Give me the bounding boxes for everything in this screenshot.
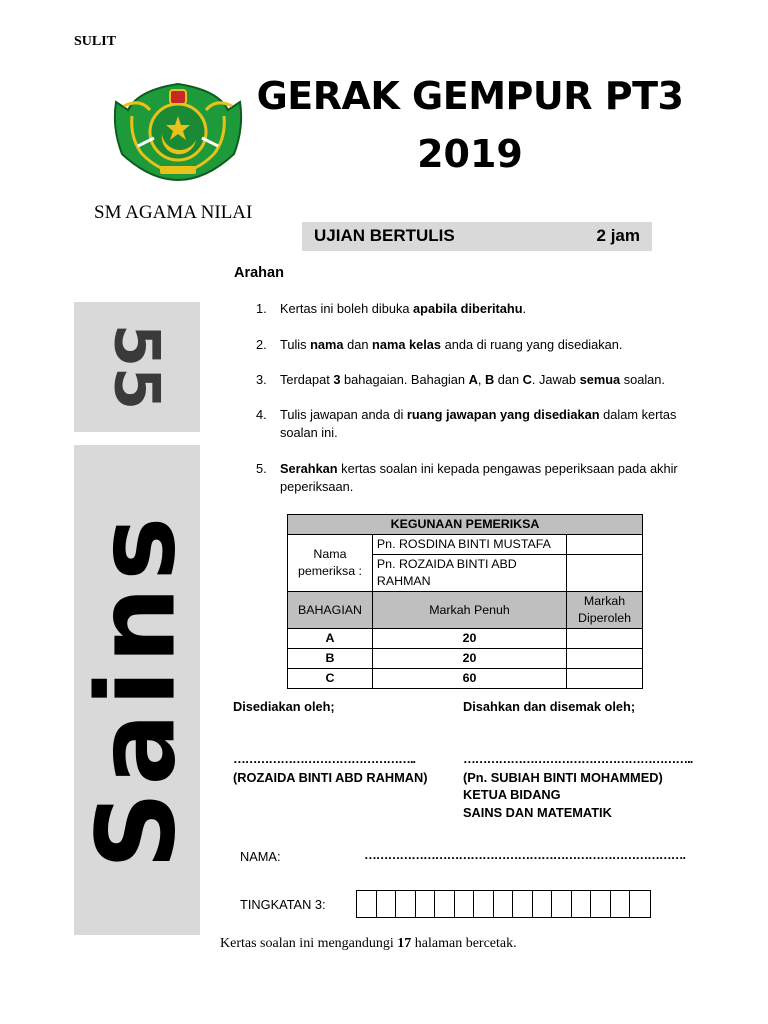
form-class-box[interactable] [552,891,572,917]
form-class-box[interactable] [435,891,455,917]
approved-by-label: Disahkan dan disemak oleh; [463,699,636,714]
form-class-box[interactable] [357,891,377,917]
sulit-label: SULIT [74,34,117,49]
form-label: TINGKATAN 3: [240,897,326,912]
page-count-note: Kertas soalan ini mengandungi 17 halaman bercetak. [220,936,517,951]
form-class-box[interactable] [416,891,436,917]
form-class-box[interactable] [572,891,592,917]
prepared-by-label: Disediakan oleh; [233,699,335,714]
form-class-box[interactable] [396,891,416,917]
exam-info-bar [302,222,652,251]
examiner-signature-cell [567,555,643,592]
prepared-signature-line: ……………………………………….. [233,751,416,766]
marks-obtained-cell [567,669,643,689]
student-name-label: NAMA: [240,849,281,864]
examiner-name: Pn. ROSDINA BINTI MUSTAFA [372,535,566,555]
form-class-boxes[interactable] [356,890,651,918]
approved-signature-line: ………………………………………………….. [463,751,693,766]
examiner-table [287,514,643,689]
form-class-box[interactable] [513,891,533,917]
header-section: BAHAGIAN [288,592,373,629]
table-row: B 20 [288,649,643,669]
marks-obtained-cell [567,649,643,669]
marks-obtained-cell [567,629,643,649]
examiner-table-title: KEGUNAAN PEMERIKSA [288,515,643,535]
form-class-box[interactable] [377,891,397,917]
approved-by-title: KETUA BIDANG [463,787,561,802]
form-class-box[interactable] [474,891,494,917]
form-class-box[interactable] [455,891,475,917]
header-full-marks: Markah Penuh [372,592,566,629]
form-class-box[interactable] [611,891,631,917]
header-marks-obtained: Markah Diperoleh [567,592,643,629]
approved-by-department: SAINS DAN MATEMATIK [463,805,612,820]
approved-by-name: (Pn. SUBIAH BINTI MOHAMMED) [463,770,663,785]
school-crest-logo [110,76,246,182]
exam-duration: 2 jam [596,226,640,245]
paper-code: 55 [100,323,174,411]
subject-name: Sains [74,510,200,870]
form-class-box[interactable] [591,891,611,917]
document-title: GERAK GEMPUR PT3 [256,74,684,118]
instruction-item: 1. Kertas ini boleh dibuka apabila diberitahu. [256,301,527,316]
instruction-item: 5. Serahkan kertas soalan ini kepada pengawas peperiksaan pada akhir peperiksaan. [256,461,678,494]
examiner-signature-cell [567,535,643,555]
form-class-box[interactable] [494,891,514,917]
instruction-item: 4. Tulis jawapan anda di ruang jawapan yang disediakan dalam kertas soalan ini. [256,407,677,440]
form-class-box[interactable] [533,891,553,917]
examiner-label: Nama pemeriksa : [288,535,373,592]
instruction-item: 3. Terdapat 3 bahagaian. Bahagian A, B dan C. Jawab semua soalan. [256,372,665,387]
paper-code-panel [74,302,200,432]
prepared-by-name: (ROZAIDA BINTI ABD RAHMAN) [233,770,428,785]
table-row: C 60 [288,669,643,689]
document-year: 2019 [417,132,523,176]
student-name-field[interactable]: ………………………………………………………………………. [364,847,686,862]
examiner-name: Pn. ROZAIDA BINTI ABD RAHMAN [372,555,566,592]
exam-type: UJIAN BERTULIS [314,226,455,245]
page-count: 17 [397,936,412,951]
form-class-box[interactable] [630,891,650,917]
subject-panel [74,445,200,935]
instructions-heading: Arahan [234,265,284,281]
school-name: SM AGAMA NILAI [94,202,253,223]
instruction-item: 2. Tulis nama dan nama kelas anda di ruang yang disediakan. [256,337,623,352]
table-row: A 20 [288,629,643,649]
